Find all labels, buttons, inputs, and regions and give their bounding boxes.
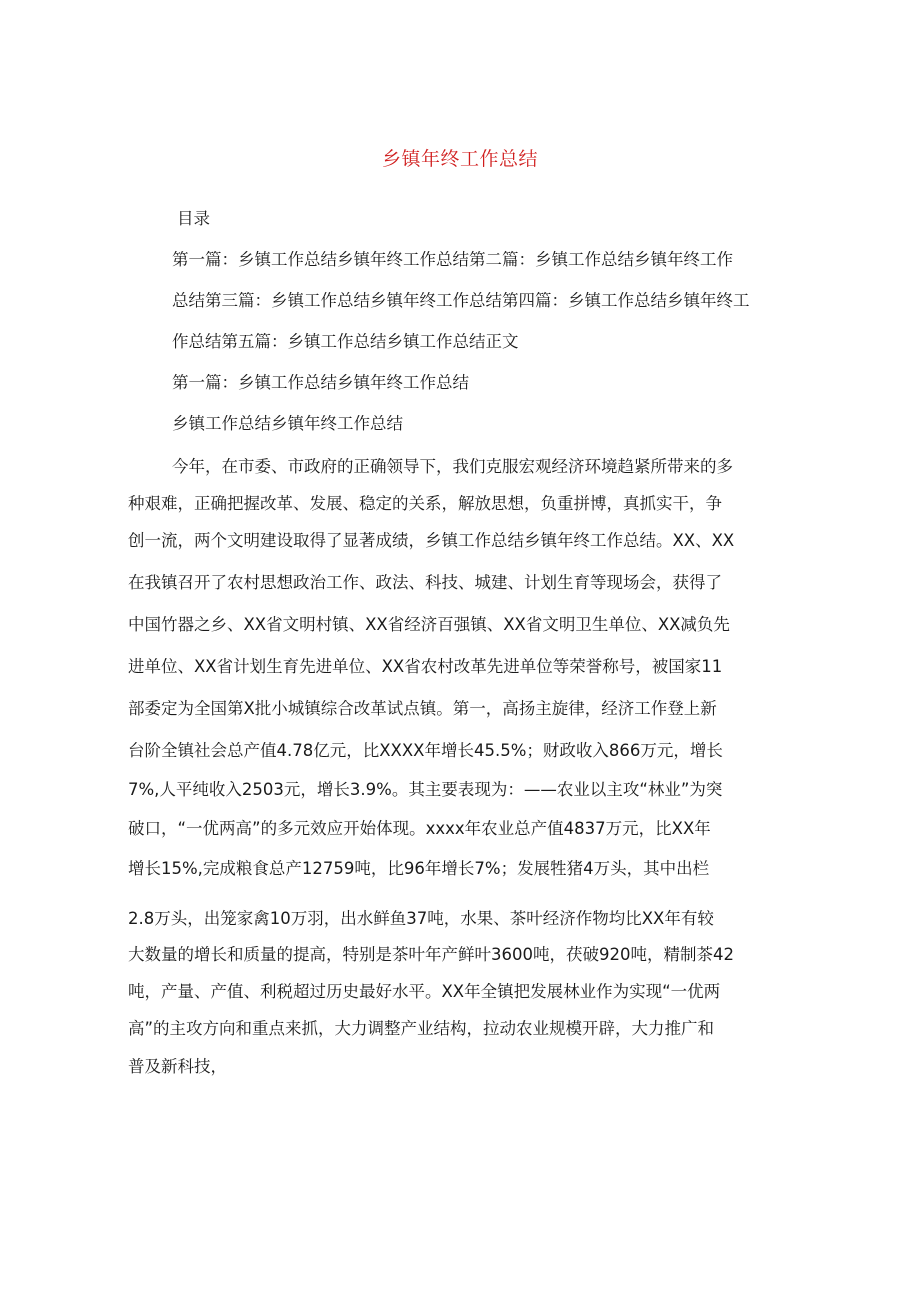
body-line: 大数量的增长和质量的提高，特别是茶叶年产鲜叶3600吨，茯破920吨，精制茶42 — [128, 945, 734, 964]
toc-heading: 目录 — [177, 209, 210, 228]
body-line: 创一流，两个文明建设取得了显著成绩，乡镇工作总结乡镇年终工作总结。XX、XX — [128, 531, 735, 550]
body-line: 中国竹器之乡、XX省文明村镇、XX省经济百强镇、XX省文明卫生单位、XX减负先 — [128, 615, 730, 634]
body-line: 7%,人平纯收入2503元，增长3.9%。其主要表现为：——农业以主攻“林业”为突 — [128, 780, 723, 799]
body-line: 进单位、XX省计划生育先进单位、XX省农村改革先进单位等荣誉称号，被国家11 — [128, 657, 723, 676]
body-line: 破口，“一优两高”的多元效应开始体现。xxxx年农业总产值4837万元，比XX年 — [128, 819, 711, 838]
body-line: 种艰难，正确把握改革、发展、稳定的关系，解放思想，负重拼博，真抓实干，争 — [128, 494, 722, 513]
body-line: 2.8万头，出笼家禽10万羽，出水鲜鱼37吨，水果、茶叶经济作物均比XX年有较 — [128, 909, 714, 928]
section-subheading: 乡镇工作总结乡镇年终工作总结 — [172, 414, 403, 433]
body-line: 台阶全镇社会总产值4.78亿元，比XXXX年增长45.5%；财政收入866万元，增长 — [128, 741, 723, 760]
body-line: 吨，产量、产值、利税超过历史最好水平。XX年全镇把发展林业作为实现“一优两 — [128, 982, 721, 1001]
toc-line: 总结第三篇：乡镇工作总结乡镇年终工作总结第四篇：乡镇工作总结乡镇年终工 — [172, 291, 750, 310]
section-heading: 第一篇：乡镇工作总结乡镇年终工作总结 — [172, 373, 469, 392]
body-line: 高”的主攻方向和重点来抓，大力调整产业结构，拉动农业规模开辟，大力推广和 — [128, 1019, 715, 1038]
toc-line: 第一篇：乡镇工作总结乡镇年终工作总结第二篇：乡镇工作总结乡镇年终工作 — [172, 250, 733, 269]
body-line: 今年，在市委、市政府的正确领导下，我们克服宏观经济环境趋紧所带来的多 — [172, 457, 733, 476]
toc-line: 作总结第五篇：乡镇工作总结乡镇工作总结正文 — [172, 332, 519, 351]
body-line: 在我镇召开了农村思想政治工作、政法、科技、城建、计划生育等现场会，获得了 — [128, 573, 722, 592]
body-line: 普及新科技， — [128, 1057, 227, 1076]
body-line: 部委定为全国第X批小城镇综合改革试点镇。第一，高扬主旋律，经济工作登上新 — [128, 699, 717, 718]
body-line: 增长15%,完成粮食总产12759吨，比96年增长7%；发展牲猪4万头，其中出栏 — [128, 859, 710, 878]
document-title: 乡镇年终工作总结 — [381, 148, 538, 170]
